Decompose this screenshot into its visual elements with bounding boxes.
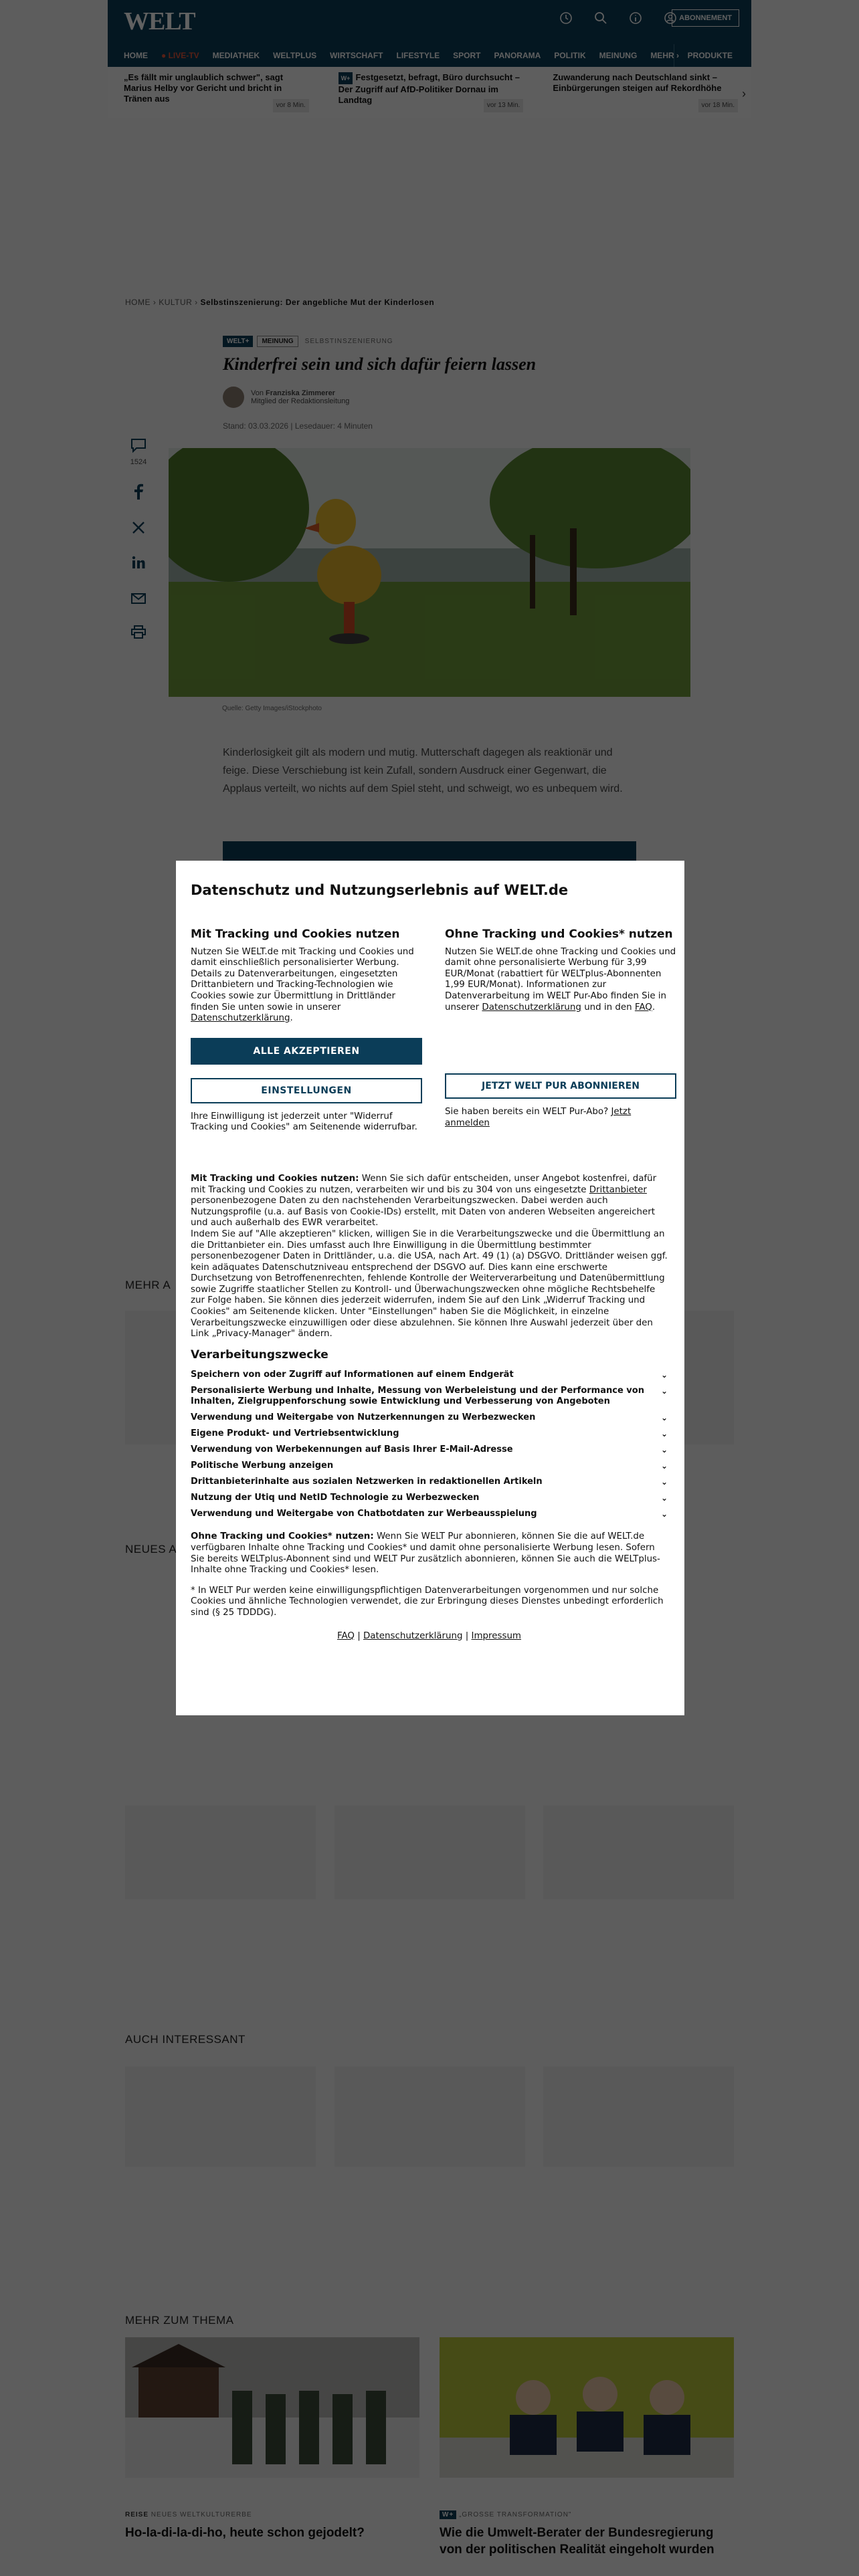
accept-all-button[interactable]: ALLE AKZEPTIEREN [191, 1038, 422, 1065]
privacy-policy-link[interactable]: Datenschutzerklärung [363, 1630, 463, 1641]
chevron-down-icon: ⌄ [660, 1477, 668, 1487]
already-subscribed-text: Sie haben bereits ein WELT Pur-Abo? [445, 1107, 609, 1117]
consent-right-body: Nutzen Sie WELT.de ohne Tracking und Cookies und damit ohne personalisierte Werbung für 3,99 EUR/Monat (rabattiert für WELTplus-Abonnenten 1,99 EUR/Monat). Informationen zur Datenverarbeitung im WELT Pur-Abo finden Sie in unserer [445, 946, 676, 1012]
consent-right-heading: Ohne Tracking und Cookies* nutzen [445, 927, 673, 941]
purpose-item[interactable] [191, 1367, 668, 1383]
purpose-label: Drittanbieterinhalte aus sozialen Netzwerken in redaktionellen Artikeln [191, 1477, 543, 1487]
consent-right-column [445, 928, 676, 1134]
purpose-item[interactable] [191, 1410, 668, 1426]
consent-ohne-label: Ohne Tracking und Cookies* nutzen: [191, 1531, 374, 1542]
consent-footer-links [191, 1631, 668, 1642]
chevron-down-icon: ⌄ [660, 1445, 668, 1455]
consent-details-part1: Wenn Sie sich dafür entscheiden, unser Angebot kostenfrei, dafür mit Tracking und Cookies zu nutzen, verarbeiten wir und bis zu 304 von uns eingesetzte [191, 1173, 657, 1195]
purpose-label: Speichern von oder Zugriff auf Informationen auf einem Endgerät [191, 1370, 514, 1380]
separator: | [465, 1630, 469, 1641]
already-subscribed [445, 1107, 676, 1129]
purpose-item[interactable] [191, 1490, 668, 1506]
chevron-down-icon: ⌄ [660, 1413, 668, 1423]
consent-dialog [176, 861, 684, 1715]
consent-footnote: * In WELT Pur werden keine einwilligungspflichtigen Datenverarbeitungen vorgenommen und nur solche Cookies und ähnliche Technologien verwendet, die zur Erbringung dieses Dienstes unbedingt erforderlich sind (§ 25 TDDDG). [191, 1585, 664, 1618]
consent-left-column [191, 928, 422, 1134]
purpose-label: Verwendung und Weitergabe von Chatbotdaten zur Werbeausspielung [191, 1509, 537, 1519]
privacy-policy-link[interactable]: Datenschutzerklärung [191, 1013, 290, 1024]
consent-left-body: Nutzen Sie WELT.de mit Tracking und Cookies und damit einschließlich personalisierter Werbung. Details zu Datenverarbeitungen, eingesetzten Drittanbietern und Tracking-Technologien wie Cookies sowie zur Übermittlung in Drittländer finden Sie unten sowie in unserer [191, 946, 414, 1012]
chevron-down-icon: ⌄ [660, 1509, 668, 1519]
purpose-label: Politische Werbung anzeigen [191, 1461, 334, 1471]
purpose-item[interactable] [191, 1442, 668, 1458]
purpose-item[interactable] [191, 1458, 668, 1474]
revoke-note: Ihre Einwilligung ist jederzeit unter "Widerruf Tracking und Cookies" am Seitenende widerrufbar. [191, 1111, 417, 1133]
purpose-label: Nutzung der Utiq und NetID Technologie zu Werbezwecken [191, 1493, 480, 1503]
consent-details-part3: Indem Sie auf "Alle akzeptieren" klicken, willigen Sie in die Verarbeitungszwecke und die Übermittlung an die Drittanbieter ein. Dies umfasst auch Ihre Einwilligung in die Übermittlung bestimmter personenbezogener Daten in Drittländer, u.a. die USA, nach Art. 49 (1) (a) DSGVO. Drittländer weisen ggf. kein adäquates Datenschutzniveau entsprechend der DSGVO auf. Dies kann eine erschwerte Durchsetzung von Betroffenenrechten, fehlende Kontrolle der Weiterverarbeitung und Datenübermittlung sowie Zugriffe staatlicher Stellen zu Kontroll- und Überwachungszwecken ohne mögliche Rechtsbehelfe zur Folge haben. Sie können dies jederzeit widerrufen, indem Sie auf den Link „Widerruf Tracking und Cookies" am Seitenende klicken. Unter "Einstellungen" haben Sie die Möglichkeit, in einzelne Verarbeitungszwecke einzuwilligen oder diese abzulehnen. Sie können Ihre Auswahl jederzeit über den Link „Privacy-Manager" ändern. [191, 1228, 668, 1339]
consent-title: Datenschutz und Nutzungserlebnis auf WELT.de [191, 882, 569, 898]
faq-link[interactable]: FAQ [337, 1630, 355, 1641]
purpose-item[interactable] [191, 1383, 668, 1410]
purposes-heading: Verarbeitungszwecke [191, 1348, 328, 1362]
purpose-label: Verwendung und Weitergabe von Nutzerkennungen zu Werbezwecken [191, 1412, 536, 1423]
purpose-item[interactable] [191, 1474, 668, 1490]
chevron-down-icon: ⌄ [660, 1493, 668, 1503]
consent-details-label: Mit Tracking und Cookies nutzen: [191, 1173, 359, 1184]
subscribe-welt-pur-button[interactable]: JETZT WELT PUR ABONNIEREN [445, 1073, 676, 1099]
chevron-down-icon: ⌄ [660, 1386, 668, 1396]
purpose-item[interactable] [191, 1506, 668, 1522]
faq-link[interactable]: FAQ [634, 1002, 652, 1012]
purpose-label: Eigene Produkt- und Vertriebsentwicklung [191, 1428, 399, 1439]
chevron-down-icon: ⌄ [660, 1429, 668, 1439]
purposes-list [191, 1367, 668, 1522]
third-parties-link[interactable]: Drittanbieter [589, 1184, 647, 1195]
consent-left-text: Nutzen Sie WELT.de mit Tracking und Cookies und damit einschließlich personalisierter Werbung. Details zu Datenverarbeitungen, eingesetzten Drittanbietern und Tracking-Technologien wie Cookies sowie zur Übermittlung in Drittländer finden Sie unten sowie in unserer Datenschutzerklärung. [191, 946, 414, 1024]
consent-ohne-text [191, 1531, 668, 1576]
consent-right-connector: und in den [584, 1002, 632, 1012]
purpose-item[interactable] [191, 1426, 668, 1442]
privacy-policy-link[interactable]: Datenschutzerklärung [482, 1002, 581, 1012]
chevron-down-icon: ⌄ [660, 1370, 668, 1380]
chevron-down-icon: ⌄ [660, 1461, 668, 1471]
login-link[interactable]: Jetzt anmelden [445, 1107, 632, 1128]
consent-details [191, 1174, 668, 1340]
consent-ohne-body: Wenn Sie WELT Pur abonnieren, können Sie die auf WELT.de verfügbaren Inhalte ohne Tracking und Cookies* und damit ohne personalisierte Werbung lesen. Sofern Sie bereits WELTplus-Abonnent sind und WELT Pur zusätzlich abonnieren, können Sie auch die WELTplus-Inhalte ohne Tracking und Cookies* lesen. [191, 1531, 660, 1576]
settings-button[interactable]: EINSTELLUNGEN [191, 1078, 422, 1103]
consent-details-text [191, 1174, 668, 1229]
consent-details-part2: personenbezogene Daten zu den nachstehenden Verarbeitungszwecken. Dabei werden auch Nutzungsprofile (u.a. auf Basis von Cookie-IDs) erstellt, mit Daten von anderen Webseiten angereichert und auch außerhalb des EWR verarbeitet. [191, 1196, 656, 1228]
consent-left-heading: Mit Tracking und Cookies nutzen [191, 927, 400, 941]
purpose-label: Verwendung von Werbekennungen auf Basis Ihrer E-Mail-Adresse [191, 1444, 513, 1455]
imprint-link[interactable]: Impressum [471, 1630, 521, 1641]
purpose-label: Personalisierte Werbung und Inhalte, Messung von Werbeleistung und der Performance von Inhalten, Zielgruppenforschung sowie Entwicklung und Verbesserung von Angeboten [191, 1386, 644, 1407]
consent-right-text: Nutzen Sie WELT.de ohne Tracking und Cookies und damit ohne personalisierte Werbung für 3,99 EUR/Monat (rabattiert für WELTplus-Abonnenten 1,99 EUR/Monat). Informationen zur Datenverarbeitung im WELT Pur-Abo finden Sie in unserer Datenschutzerklärung und in den FAQ. [445, 946, 676, 1012]
separator: | [357, 1630, 361, 1641]
